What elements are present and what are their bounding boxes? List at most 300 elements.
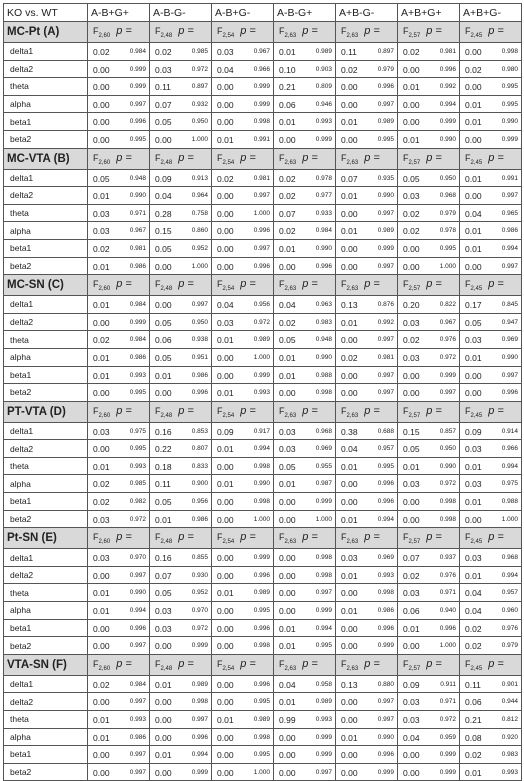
f-value: 0.00 <box>217 570 234 581</box>
p-value: 1.000 <box>191 135 208 143</box>
f-value: 0.00 <box>155 300 172 311</box>
value-cell <box>460 675 522 693</box>
p-value: 0.999 <box>315 498 332 506</box>
p-value: 0.971 <box>439 698 456 706</box>
value-cell <box>274 169 336 187</box>
p-value: 0.998 <box>315 389 332 397</box>
p-value: 0.833 <box>191 462 208 470</box>
p-value: 1.000 <box>253 353 270 361</box>
f-value: 0.15 <box>403 426 420 437</box>
f-value: 0.01 <box>279 352 296 363</box>
value-cell <box>88 130 150 148</box>
f-value: 0.03 <box>465 553 482 564</box>
value-cell <box>88 257 150 275</box>
f-value: 0.01 <box>341 317 358 328</box>
value-cell <box>336 313 398 331</box>
value-cell <box>460 619 522 637</box>
f-value: 0.11 <box>155 479 171 490</box>
f-value: 0.04 <box>341 444 358 455</box>
value-cell <box>88 457 150 475</box>
p-value: 0.930 <box>191 571 208 579</box>
f-value: 0.07 <box>341 173 358 184</box>
band-label: delta2 <box>4 566 88 584</box>
f-value: 0.01 <box>341 226 358 237</box>
p-value: 0.920 <box>501 733 518 741</box>
f-value: 0.02 <box>465 64 482 75</box>
df-label: 2,48 <box>160 539 173 546</box>
f-value: 0.03 <box>403 317 420 328</box>
value-cell <box>274 366 336 384</box>
df-label: 2,54 <box>222 539 235 546</box>
value-cell <box>274 457 336 475</box>
f-value: 0.01 <box>279 370 296 381</box>
p-value: 0.932 <box>191 100 208 108</box>
p-value: 1.000 <box>191 262 208 270</box>
p-value: 0.997 <box>129 100 146 108</box>
value-cell <box>88 95 150 113</box>
stat-label-cell <box>274 22 336 43</box>
f-value: 0.05 <box>155 588 172 599</box>
f-value: 0.00 <box>403 99 420 110</box>
results-table <box>3 3 522 781</box>
band-label: beta1 <box>4 746 88 764</box>
f-value: 0.00 <box>217 514 234 525</box>
p-value: 0.989 <box>315 48 332 55</box>
stat-label-cell <box>88 654 150 675</box>
stat-label-cell <box>212 22 274 43</box>
f-value: 0.01 <box>341 732 358 743</box>
p-value: 0.986 <box>377 607 394 615</box>
p-value: 0.997 <box>377 209 394 217</box>
value-cell <box>274 78 336 96</box>
p-value: 0.985 <box>129 480 146 488</box>
value-cell <box>398 331 460 349</box>
f-value: 0.13 <box>341 300 358 311</box>
f-value: 0.01 <box>403 461 420 472</box>
value-cell <box>150 331 212 349</box>
value-cell <box>460 602 522 620</box>
value-cell <box>150 169 212 187</box>
value-cell <box>212 257 274 275</box>
p-value: 0.855 <box>191 554 208 562</box>
f-value: 0.00 <box>341 261 358 272</box>
table-row <box>4 43 522 61</box>
value-cell <box>88 746 150 764</box>
value-cell <box>150 239 212 257</box>
p-value: 1.000 <box>439 262 456 270</box>
p-value: 0.975 <box>129 427 146 435</box>
section-title: MC-Pt (A) <box>4 22 88 43</box>
p-label: p = <box>302 151 318 164</box>
p-value: 0.997 <box>129 698 146 706</box>
value-cell <box>212 169 274 187</box>
p-label: p = <box>116 278 132 291</box>
band-label: beta1 <box>4 113 88 131</box>
p-value: 0.999 <box>253 554 270 562</box>
value-cell <box>336 549 398 567</box>
p-value: 1.000 <box>439 642 456 650</box>
value-cell <box>88 384 150 402</box>
value-cell <box>336 95 398 113</box>
p-value: 0.997 <box>253 192 270 200</box>
band-label: theta <box>4 78 88 96</box>
section-title: PT-VTA (D) <box>4 401 88 422</box>
group-header: A+B+G+ <box>398 4 460 22</box>
value-cell <box>88 728 150 746</box>
value-cell <box>336 711 398 729</box>
value-cell <box>398 493 460 511</box>
value-cell <box>212 239 274 257</box>
p-value: 0.880 <box>377 680 394 688</box>
p-label: p = <box>488 657 504 670</box>
p-value: 0.996 <box>253 624 270 632</box>
value-cell <box>88 348 150 366</box>
section-header-row <box>4 528 522 549</box>
p-value: 0.958 <box>315 680 332 688</box>
band-label: beta2 <box>4 130 88 148</box>
f-value: 0.00 <box>403 64 420 75</box>
f-value: 0.00 <box>341 99 358 110</box>
value-cell <box>88 602 150 620</box>
value-cell <box>212 78 274 96</box>
p-value: 0.999 <box>377 768 394 776</box>
f-label: F <box>465 532 471 543</box>
p-value: 0.998 <box>315 571 332 579</box>
f-value: 0.00 <box>217 697 234 708</box>
value-cell <box>460 348 522 366</box>
f-value: 0.02 <box>403 47 420 57</box>
p-value: 0.996 <box>377 480 394 488</box>
value-cell <box>88 675 150 693</box>
f-value: 0.01 <box>217 479 234 490</box>
table-row <box>4 493 522 511</box>
band-label: alpha <box>4 475 88 493</box>
df-label: 2,57 <box>408 286 421 293</box>
value-cell <box>212 693 274 711</box>
table-row <box>4 331 522 349</box>
p-label: p = <box>364 531 380 544</box>
f-label: F <box>155 532 161 543</box>
f-value: 0.00 <box>155 715 172 725</box>
band-label: beta2 <box>4 257 88 275</box>
value-cell <box>274 763 336 781</box>
value-cell <box>88 313 150 331</box>
table-row <box>4 296 522 314</box>
value-cell <box>88 763 150 781</box>
p-value: 0.989 <box>377 118 394 126</box>
section-header-row <box>4 275 522 296</box>
p-value: 0.989 <box>253 589 270 597</box>
df-label: 2,63 <box>284 32 297 39</box>
section-header-row <box>4 654 522 675</box>
p-label: p = <box>116 25 132 38</box>
f-label: F <box>341 152 347 163</box>
f-value: 0.00 <box>155 388 172 399</box>
p-value: 0.993 <box>377 571 394 579</box>
value-cell <box>336 584 398 602</box>
value-cell <box>212 60 274 78</box>
value-cell <box>336 296 398 314</box>
p-value: 0.997 <box>191 301 208 309</box>
f-value: 0.16 <box>155 553 172 564</box>
p-value: 0.978 <box>315 174 332 182</box>
f-value: 0.00 <box>217 461 234 472</box>
stat-label-cell <box>274 528 336 549</box>
p-value: 0.995 <box>253 751 270 759</box>
value-cell <box>460 78 522 96</box>
value-cell <box>274 675 336 693</box>
p-label: p = <box>426 151 442 164</box>
f-value: 0.00 <box>217 352 234 363</box>
value-cell <box>398 711 460 729</box>
value-cell <box>398 257 460 275</box>
value-cell <box>336 113 398 131</box>
value-cell <box>274 422 336 440</box>
f-value: 0.01 <box>217 588 234 599</box>
value-cell <box>336 348 398 366</box>
value-cell <box>150 510 212 528</box>
f-value: 0.00 <box>217 679 234 690</box>
f-value: 0.06 <box>403 606 420 617</box>
f-value: 0.04 <box>155 191 172 202</box>
p-value: 0.999 <box>129 318 146 326</box>
p-value: 0.995 <box>377 462 394 470</box>
f-value: 0.02 <box>93 497 110 508</box>
value-cell <box>88 711 150 729</box>
f-value: 0.03 <box>341 553 358 564</box>
f-value: 0.05 <box>155 352 172 363</box>
f-value: 0.00 <box>93 750 110 761</box>
p-label: p = <box>364 657 380 670</box>
value-cell <box>212 746 274 764</box>
value-cell <box>336 78 398 96</box>
value-cell <box>274 257 336 275</box>
p-label: p = <box>240 404 256 417</box>
p-value: 0.914 <box>501 427 518 435</box>
df-label: 2,63 <box>284 539 297 546</box>
f-value: 0.00 <box>93 117 110 128</box>
p-value: 1.000 <box>501 515 518 523</box>
value-cell <box>274 60 336 78</box>
f-value: 0.03 <box>403 588 420 599</box>
p-value: 0.994 <box>191 751 208 759</box>
value-cell <box>398 60 460 78</box>
stat-label-cell <box>460 148 522 169</box>
band-label: delta1 <box>4 296 88 314</box>
f-value: 0.00 <box>155 134 172 145</box>
group-header: A-B+G- <box>212 4 274 22</box>
p-value: 0.994 <box>501 462 518 470</box>
p-value: 0.968 <box>315 427 332 435</box>
stat-label-cell <box>398 401 460 422</box>
band-label: beta1 <box>4 493 88 511</box>
f-value: 0.00 <box>403 750 420 761</box>
band-label: alpha <box>4 222 88 240</box>
f-value: 0.01 <box>403 623 420 634</box>
p-value: 0.982 <box>129 498 146 506</box>
group-header: A+B-G- <box>336 4 398 22</box>
p-value: 0.997 <box>129 768 146 776</box>
value-cell <box>336 763 398 781</box>
value-cell <box>88 366 150 384</box>
p-value: 0.996 <box>253 227 270 235</box>
df-label: 2,63 <box>284 286 297 293</box>
p-value: 0.999 <box>377 642 394 650</box>
df-label: 2,63 <box>284 159 297 166</box>
p-value: 0.997 <box>315 589 332 597</box>
f-value: 0.05 <box>93 173 110 184</box>
f-value: 0.02 <box>403 226 420 237</box>
band-label: delta1 <box>4 675 88 693</box>
f-value: 0.00 <box>93 99 110 110</box>
value-cell <box>398 510 460 528</box>
p-value: 0.994 <box>501 244 518 252</box>
df-label: 2,63 <box>346 32 359 39</box>
f-value: 0.00 <box>341 641 358 652</box>
f-label: F <box>465 279 471 290</box>
f-value: 0.02 <box>341 352 358 363</box>
value-cell <box>460 566 522 584</box>
p-value: 0.990 <box>439 462 456 470</box>
df-label: 2,57 <box>408 665 421 672</box>
stat-label-cell <box>274 275 336 296</box>
value-cell <box>150 457 212 475</box>
value-cell <box>398 187 460 205</box>
p-value: 0.999 <box>377 244 394 252</box>
value-cell <box>336 457 398 475</box>
value-cell <box>460 113 522 131</box>
p-value: 0.938 <box>191 336 208 344</box>
value-cell <box>274 239 336 257</box>
p-value: 0.952 <box>191 589 208 597</box>
f-value: 0.00 <box>217 370 234 381</box>
p-value: 0.997 <box>253 244 270 252</box>
f-value: 0.04 <box>279 679 296 690</box>
value-cell <box>212 348 274 366</box>
f-value: 0.01 <box>279 697 296 708</box>
band-label: delta1 <box>4 549 88 567</box>
f-label: F <box>403 279 409 290</box>
f-value: 0.09 <box>465 426 482 437</box>
p-value: 0.997 <box>377 262 394 270</box>
p-value: 0.972 <box>191 65 208 73</box>
p-value: 0.999 <box>129 65 146 73</box>
p-value: 0.993 <box>253 389 270 397</box>
p-value: 0.860 <box>191 227 208 235</box>
df-label: 2,45 <box>470 539 483 546</box>
value-cell <box>150 60 212 78</box>
f-label: F <box>403 26 409 37</box>
value-cell <box>88 475 150 493</box>
df-label: 2,48 <box>160 665 173 672</box>
f-value: 0.00 <box>341 243 358 254</box>
value-cell <box>274 331 336 349</box>
f-value: 0.00 <box>93 388 110 399</box>
f-value: 0.02 <box>403 570 420 581</box>
section-title: MC-VTA (B) <box>4 148 88 169</box>
f-value: 0.16 <box>155 426 172 437</box>
stat-label-cell <box>88 401 150 422</box>
f-value: 0.00 <box>217 623 234 634</box>
stat-label-cell <box>212 275 274 296</box>
p-value: 0.996 <box>191 389 208 397</box>
band-label: delta2 <box>4 313 88 331</box>
p-value: 0.994 <box>439 100 456 108</box>
section-title: Pt-SN (E) <box>4 528 88 549</box>
table-row <box>4 187 522 205</box>
p-value: 0.999 <box>253 100 270 108</box>
value-cell <box>336 130 398 148</box>
p-value: 0.967 <box>439 318 456 326</box>
p-value: 0.857 <box>439 427 456 435</box>
f-label: F <box>341 658 347 669</box>
f-value: 0.02 <box>465 750 482 761</box>
f-value: 0.01 <box>217 715 234 725</box>
value-cell <box>460 711 522 729</box>
band-label: delta2 <box>4 60 88 78</box>
f-value: 0.03 <box>403 697 420 708</box>
value-cell <box>336 619 398 637</box>
p-value: 0.950 <box>191 118 208 126</box>
p-label: p = <box>488 531 504 544</box>
p-value: 0.994 <box>377 515 394 523</box>
value-cell <box>274 549 336 567</box>
f-label: F <box>155 658 161 669</box>
p-value: 0.937 <box>439 554 456 562</box>
f-label: F <box>93 532 99 543</box>
f-value: 0.00 <box>155 697 172 708</box>
value-cell <box>88 584 150 602</box>
table-body <box>4 22 522 781</box>
f-value: 0.01 <box>93 191 110 202</box>
f-value: 0.03 <box>93 514 110 525</box>
p-value: 0.979 <box>377 65 394 73</box>
value-cell <box>212 763 274 781</box>
table-row <box>4 619 522 637</box>
group-header: A-B-G- <box>150 4 212 22</box>
p-value: 0.993 <box>129 716 146 723</box>
p-value: 0.997 <box>315 768 332 776</box>
df-label: 2,60 <box>98 665 111 672</box>
stat-label-cell <box>150 275 212 296</box>
f-label: F <box>155 26 161 37</box>
header-corner: KO vs. WT <box>4 4 88 22</box>
section-header-row <box>4 22 522 43</box>
value-cell <box>336 728 398 746</box>
f-value: 0.03 <box>155 64 172 75</box>
value-cell <box>336 169 398 187</box>
p-value: 0.965 <box>501 209 518 217</box>
df-label: 2,63 <box>346 539 359 546</box>
f-value: 0.00 <box>341 715 358 725</box>
p-value: 0.995 <box>253 607 270 615</box>
f-value: 0.01 <box>465 767 482 778</box>
value-cell <box>88 693 150 711</box>
p-value: 0.972 <box>191 624 208 632</box>
value-cell <box>274 113 336 131</box>
f-value: 0.00 <box>217 606 234 617</box>
f-value: 0.00 <box>279 261 296 272</box>
p-value: 0.997 <box>377 389 394 397</box>
table-row <box>4 457 522 475</box>
f-value: 0.00 <box>279 553 296 564</box>
value-cell <box>336 746 398 764</box>
f-label: F <box>217 658 223 669</box>
value-cell <box>150 619 212 637</box>
p-value: 0.990 <box>501 118 518 126</box>
value-cell <box>398 222 460 240</box>
value-cell <box>398 675 460 693</box>
